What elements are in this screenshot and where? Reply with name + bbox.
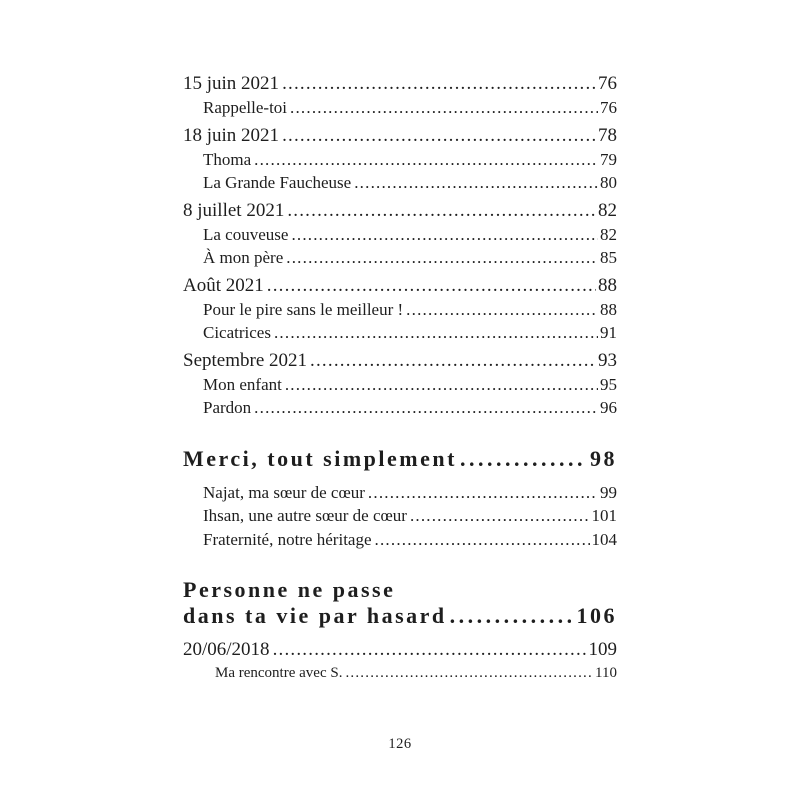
toc-entry bbox=[183, 662, 617, 684]
toc-leader-dots bbox=[286, 246, 598, 270]
toc-page-number: 78 bbox=[598, 124, 617, 146]
toc-page-number: 76 bbox=[600, 98, 617, 117]
toc-entry-row bbox=[183, 148, 617, 172]
toc-entry-row bbox=[183, 373, 617, 397]
toc-leader-dots bbox=[375, 528, 590, 552]
toc-leader-dots bbox=[267, 274, 596, 298]
toc-leader-dots bbox=[345, 662, 593, 684]
toc-leader-dots bbox=[406, 298, 598, 322]
toc-page-number: 91 bbox=[600, 323, 617, 342]
toc-entry-title: 18 juin 2021 bbox=[183, 124, 280, 146]
toc-entry-row bbox=[183, 171, 617, 195]
toc-page-number: 106 bbox=[576, 603, 617, 628]
toc-entry bbox=[183, 72, 617, 96]
toc-entry bbox=[183, 199, 617, 223]
toc-entry bbox=[183, 373, 617, 397]
toc-page-number: 104 bbox=[591, 529, 617, 549]
toc-entry-title: Ma rencontre avec S. bbox=[215, 665, 343, 681]
toc-entry bbox=[183, 577, 617, 629]
toc-entry-title: Najat, ma sœur de cœur bbox=[203, 482, 365, 502]
toc-leader-dots bbox=[254, 396, 598, 420]
toc-leader-dots bbox=[273, 638, 587, 662]
toc-entry bbox=[183, 124, 617, 148]
toc-page-number: 88 bbox=[600, 299, 617, 319]
toc-leader-dots bbox=[291, 223, 598, 247]
toc-entry-title: Fraternité, notre héritage bbox=[203, 529, 372, 549]
toc-entry-row bbox=[183, 274, 617, 298]
toc-page-number: 76 bbox=[598, 73, 617, 94]
toc-page-number: 95 bbox=[600, 374, 617, 394]
toc-leader-dots bbox=[368, 481, 598, 505]
toc-page-number: 80 bbox=[600, 173, 617, 192]
toc-entry-title: Mon enfant bbox=[203, 374, 282, 394]
toc-page-number: 82 bbox=[598, 199, 617, 221]
toc-leader-dots bbox=[410, 504, 590, 528]
toc-entry-title: 8 juillet 2021 bbox=[183, 199, 285, 221]
toc-page-number: 101 bbox=[591, 506, 617, 525]
toc-entry bbox=[183, 446, 617, 472]
toc-leader-dots bbox=[290, 96, 598, 120]
page-number-footer: 126 bbox=[388, 736, 412, 752]
toc-entry-row bbox=[183, 504, 617, 528]
toc-entry bbox=[183, 96, 617, 120]
toc-entry-row bbox=[183, 298, 617, 322]
toc-entry bbox=[183, 246, 617, 270]
toc-entry-row bbox=[183, 124, 617, 148]
toc-leader-dots bbox=[285, 373, 598, 397]
toc-entry-title: Août 2021 bbox=[183, 274, 264, 296]
toc-entry bbox=[183, 504, 617, 528]
toc-page-number: 88 bbox=[598, 274, 617, 296]
toc-entry bbox=[183, 321, 617, 345]
toc-entry-row bbox=[183, 246, 617, 270]
toc-page-number: 99 bbox=[600, 482, 617, 502]
toc-entry-row bbox=[183, 396, 617, 420]
toc-entry-row bbox=[183, 321, 617, 345]
toc-entry-title: 20/06/2018 bbox=[183, 639, 270, 660]
toc-entry-row bbox=[183, 446, 617, 472]
toc-entry-title: Septembre 2021 bbox=[183, 349, 308, 371]
toc-entry-row bbox=[183, 199, 617, 223]
toc-entry bbox=[183, 148, 617, 172]
toc-entry-title: dans ta vie par hasard bbox=[183, 603, 447, 628]
toc-entry-title-line: Personne ne passe bbox=[183, 577, 396, 602]
toc-leader-dots bbox=[354, 171, 598, 195]
toc-page-number: 85 bbox=[600, 248, 617, 267]
toc-entry-title: La couveuse bbox=[203, 224, 289, 244]
toc-leader-dots bbox=[274, 321, 598, 345]
toc-leader-dots bbox=[282, 124, 596, 148]
toc-entry-row bbox=[183, 528, 617, 552]
toc-entry-title: Ihsan, une autre sœur de cœur bbox=[203, 506, 407, 525]
toc-entry bbox=[183, 171, 617, 195]
toc-entry bbox=[183, 481, 617, 505]
toc-entry-title: À mon père bbox=[203, 248, 284, 267]
toc-leader-dots bbox=[310, 349, 596, 373]
toc-leader-dots bbox=[254, 148, 598, 172]
toc-page-number: 93 bbox=[598, 349, 617, 371]
toc-page-number: 96 bbox=[600, 398, 617, 417]
toc-entry-row bbox=[183, 349, 617, 373]
toc-entry-row bbox=[183, 662, 617, 684]
toc-entry-title: Pardon bbox=[203, 398, 252, 417]
toc-entry-title: La Grande Faucheuse bbox=[203, 173, 352, 192]
toc-page-number: 79 bbox=[600, 149, 617, 169]
toc-entry bbox=[183, 349, 617, 373]
toc-page-number: 109 bbox=[588, 639, 617, 660]
toc-entry-row bbox=[183, 603, 617, 629]
toc-entry bbox=[183, 223, 617, 247]
toc-entry-title: Merci, tout simplement bbox=[183, 445, 457, 471]
toc-entry-row bbox=[183, 72, 617, 96]
toc-entry-title: Rappelle-toi bbox=[203, 98, 288, 117]
toc-entry bbox=[183, 528, 617, 552]
toc-page-number: 98 bbox=[590, 445, 617, 471]
toc-entry bbox=[183, 274, 617, 298]
toc-entry-title: 15 juin 2021 bbox=[183, 73, 280, 94]
toc-entry bbox=[183, 638, 617, 662]
toc-leader-dots bbox=[450, 603, 571, 629]
toc-entry-title: Thoma bbox=[203, 149, 252, 169]
toc-entry bbox=[183, 298, 617, 322]
toc-entry-row bbox=[183, 223, 617, 247]
toc-entry bbox=[183, 396, 617, 420]
toc-entry-row bbox=[183, 638, 617, 662]
toc-entry-title: Cicatrices bbox=[203, 323, 271, 342]
toc-leader-dots bbox=[460, 446, 584, 472]
toc-entry-row bbox=[183, 96, 617, 120]
table-of-contents bbox=[183, 72, 617, 684]
toc-page-number: 110 bbox=[595, 665, 617, 681]
toc-entry-row bbox=[183, 481, 617, 505]
toc-page-number: 82 bbox=[600, 224, 617, 244]
toc-leader-dots bbox=[287, 199, 596, 223]
toc-leader-dots bbox=[282, 72, 596, 96]
toc-entry-title: Pour le pire sans le meilleur ! bbox=[203, 299, 404, 319]
